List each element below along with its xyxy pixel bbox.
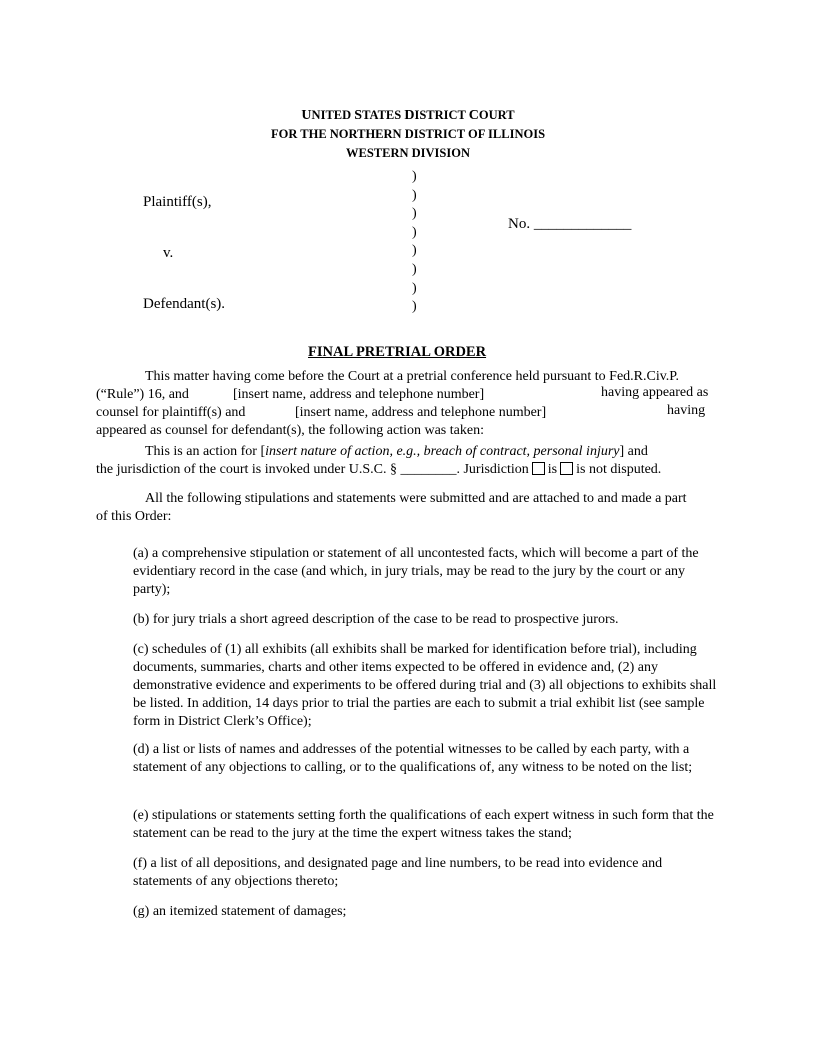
jurisdiction-is-checkbox[interactable] [532, 462, 545, 475]
defendant-label: Defendant(s). [143, 296, 226, 312]
case-number: No. _____________ [508, 216, 632, 232]
list-item-f: (f) a list of all depositions, and designated page and line numbers, to be read into evidence and statements of any objections thereto; [133, 856, 663, 889]
para3-line2: of this Order: [96, 509, 172, 524]
plaintiff-counsel-placeholder: [insert name, address and telephone number] [233, 387, 485, 402]
para1-line4: appeared as counsel for defendant(s), the following action was taken: [96, 423, 484, 438]
plaintiff-label: Plaintiff(s), [143, 194, 212, 210]
list-item-b: (b) for jury trials a short agreed description of the case to be read to prospective jurors. [133, 612, 619, 627]
para2-line1: This is an action for [insert nature of action, e.g., breach of contract, personal injury] and [145, 444, 648, 459]
court-division: WESTERN DIVISION [346, 146, 470, 160]
list-item-g: (g) an itemized statement of damages; [133, 904, 347, 919]
caption-parentheses: ) ) ) ) ) ) ) ) [412, 169, 417, 315]
para3-line1: All the following stipulations and statements were submitted and are attached to and made a part [145, 491, 687, 506]
document-title: FINAL PRETRIAL ORDER [308, 344, 487, 360]
para1-line3a: counsel for plaintiff(s) and [96, 405, 246, 420]
para1-line3c: having [667, 403, 706, 418]
para1-line2a: (“Rule”) 16, and [96, 387, 189, 402]
list-item-c: (c) schedules of (1) all exhibits (all exhibits shall be marked for identification before trial), including documents, summaries, charts and other items expected to be offered in evidence and, (2) any demonstrative evidence and experiments to be offered during trial and (3) all objections to exhibits shall be listed. In addition, 14 days prior to trial the parties are each to submit a trial exhibit list (see sample form in District Clerk’s Office); [133, 642, 717, 729]
versus-label: v. [163, 245, 174, 261]
para1-line1: This matter having come before the Court at a pretrial conference held pursuant to Fed.R.Civ.P. [145, 369, 680, 384]
para2-line2: the jurisdiction of the court is invoked under U.S.C. § ________. Jurisdiction is is not disputed. [96, 462, 662, 477]
defendant-counsel-placeholder: [insert name, address and telephone number] [295, 405, 547, 420]
list-item-d: (d) a list or lists of names and addresses of the potential witnesses to be called by each party, with a statement of any objections to calling, or to the qualifications of, any witness to be noted on the list; [133, 742, 693, 775]
list-item-a: (a) a comprehensive stipulation or statement of all uncontested facts, which will become a part of the evidentiary record in the case (and which, in jury trials, may be read to the jury by the court or any party); [133, 546, 699, 597]
action-nature-placeholder: insert nature of action, e.g., breach of contract, personal injury [265, 444, 620, 459]
court-name: UNITED STATES DISTRICT COURT [301, 108, 515, 123]
list-item-e: (e) stipulations or statements setting forth the qualifications of each expert witness in such form that the statement can be read to the jury at the time the expert witness takes the stand; [133, 808, 714, 841]
jurisdiction-is-not-checkbox[interactable] [560, 462, 573, 475]
court-district: FOR THE NORTHERN DISTRICT OF ILLINOIS [270, 127, 546, 141]
para1-line2c: having appeared as [601, 385, 709, 400]
